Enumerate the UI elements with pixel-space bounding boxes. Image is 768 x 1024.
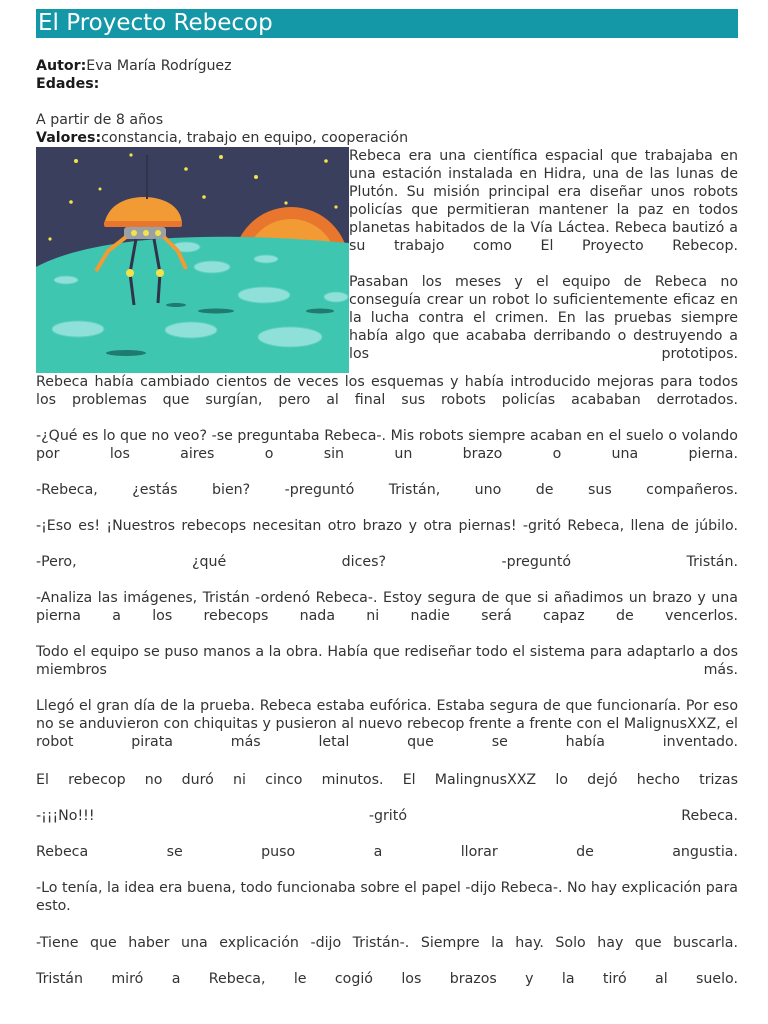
- paragraph-2b: Rebeca había cambiado cientos de veces los esquemas y había introducido mejoras para todos los problemas que surgían, pero al final sus robots policías acababan derrotados.: [36, 374, 738, 408]
- paragraph-10: El rebecop no duró ni cinco minutos. El MalingnusXXZ lo dejó hecho trizas: [36, 772, 738, 788]
- paragraph-1: Rebeca era una científica espacial que trabajaba en una estación instalada en Hidra, una de las lunas de Plutón. Su misión principal era diseñar unos robots policías que permitieran mantener la paz en todos planetas habitados de la Vía Láctea. Rebeca bautizó a su trabajo como El Proyecto Rebecop.: [349, 148, 738, 254]
- paragraph-4: -Rebeca, ¿estás bien? -preguntó Tristán, uno de sus compañeros.: [36, 482, 738, 498]
- paragraph-2a: Pasaban los meses y el equipo de Rebeca no conseguía crear un robot lo suficientemente eficaz en la lucha contra el crimen. En las pruebas siempre había algo que acababa derribando o destruyendo a los prototipos.: [349, 274, 738, 362]
- ages-line: [36, 75, 738, 93]
- ages-value: A partir de 8 años: [36, 112, 164, 128]
- values-text: constancia, trabajo en equipo, cooperación: [101, 130, 409, 146]
- values-label: Valores:: [36, 130, 102, 146]
- paragraph-14: -Tiene que haber una explicación -dijo Tristán-. Siempre la hay. Solo hay que buscarla.: [36, 935, 738, 951]
- paragraph-8: Todo el equipo se puso manos a la obra. Había que rediseñar todo el sistema para adaptarlo a dos miembros más.: [36, 644, 738, 678]
- author-name: Eva María Rodríguez: [86, 58, 232, 74]
- paragraph-3: -¿Qué es lo que no veo? -se preguntaba Rebeca-. Mis robots siempre acaban en el suelo o volando por los aires o sin un brazo o una pierna.: [36, 428, 738, 462]
- author-line: [36, 57, 738, 75]
- values-line: [36, 129, 738, 147]
- paragraph-6: -Pero, ¿qué dices? -preguntó Tristán.: [36, 554, 738, 570]
- title-bar: [36, 9, 738, 38]
- story-illustration: [36, 147, 349, 373]
- paragraph-13: -Lo tenía, la idea era buena, todo funcionaba sobre el papel -dijo Rebeca-. No hay explicación para esto.: [36, 880, 738, 914]
- paragraph-7: -Analiza las imágenes, Tristán -ordenó Rebeca-. Estoy segura de que si añadimos un brazo y una pierna a los rebecops nada ni nadie será capaz de vencerlos.: [36, 590, 738, 624]
- ages-label: Edades:: [36, 76, 100, 92]
- paragraph-11: -¡¡¡No!!! -gritó Rebeca.: [36, 808, 738, 824]
- paragraph-9: Llegó el gran día de la prueba. Rebeca estaba eufórica. Estaba segura de que funcionaría. Por eso no se anduvieron con chiquitas y pusieron al nuevo rebecop frente a frente con el MalignusXXZ, el robot pirata más letal que se había inventado.: [36, 698, 738, 750]
- author-label: Autor:: [36, 58, 87, 74]
- page-title: El Proyecto Rebecop: [38, 10, 273, 36]
- paragraph-12: Rebeca se puso a llorar de angustia.: [36, 844, 738, 860]
- paragraph-5: -¡Eso es! ¡Nuestros rebecops necesitan otro brazo y otra piernas! -gritó Rebeca, llena de júbilo.: [36, 518, 738, 534]
- paragraph-15: Tristán miró a Rebeca, le cogió los brazos y la tiró al suelo.: [36, 971, 738, 987]
